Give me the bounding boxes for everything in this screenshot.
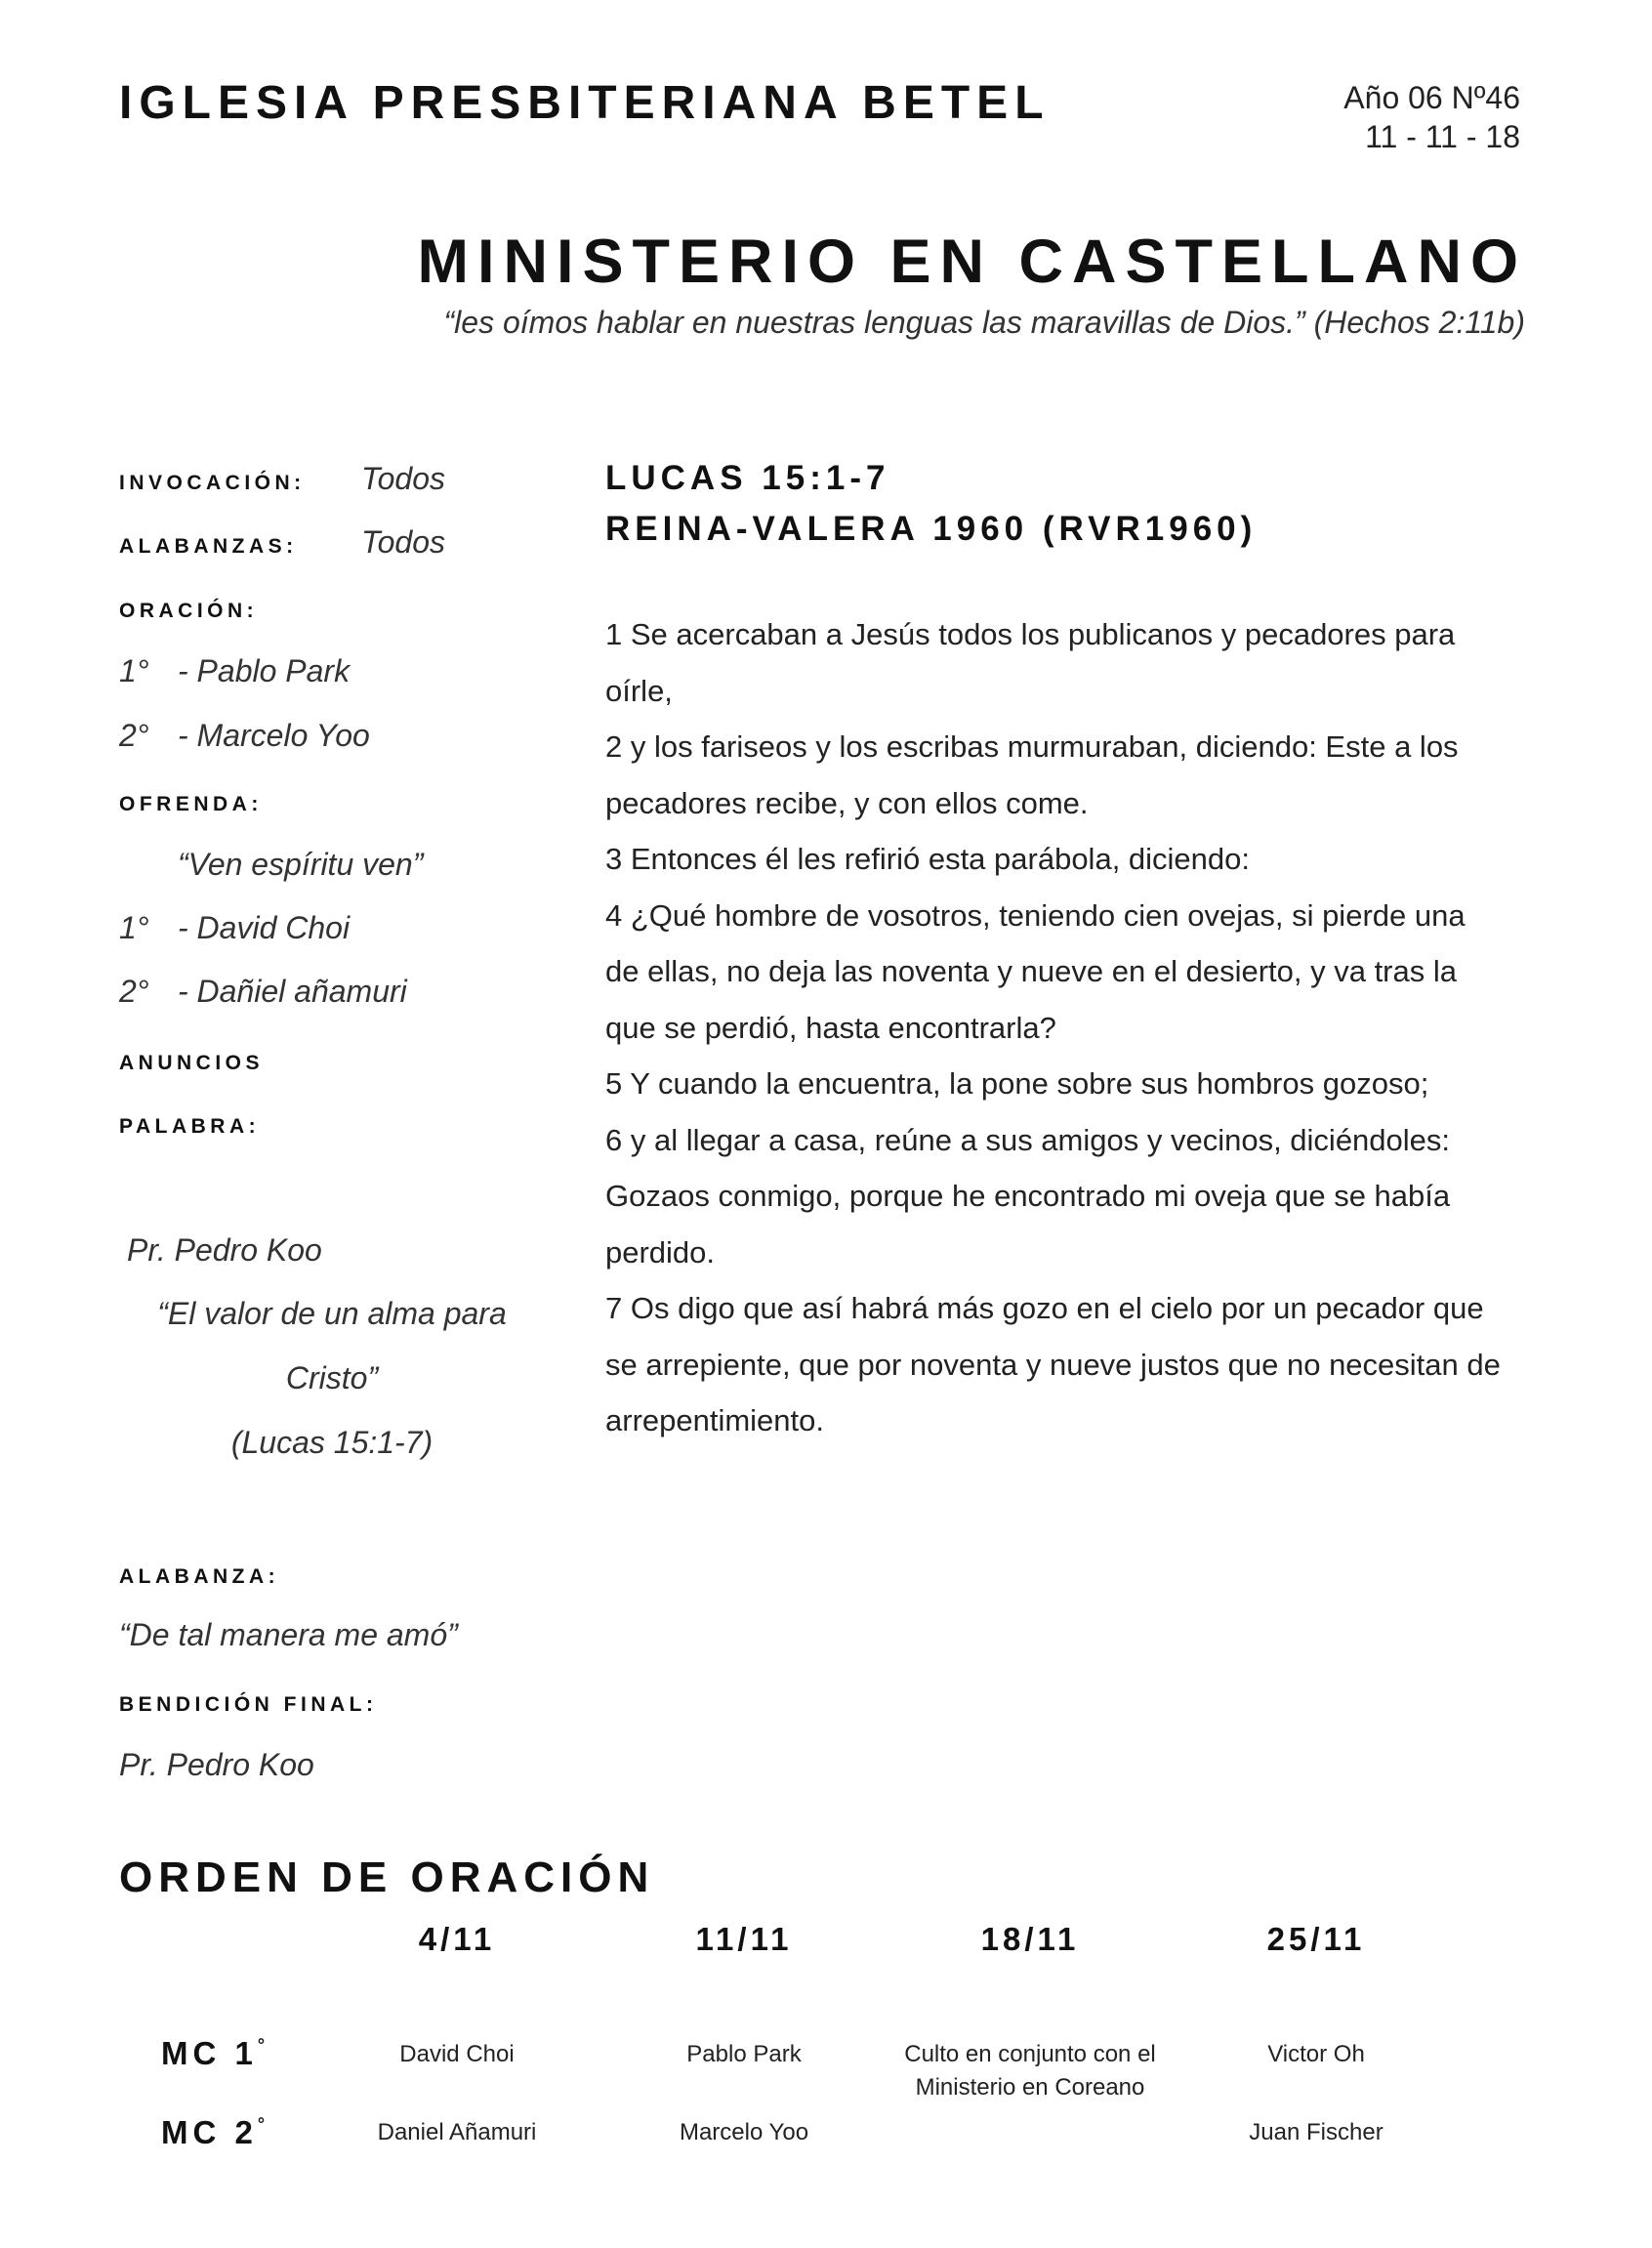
- date-header: 25/11: [1266, 1921, 1366, 1957]
- date-header: 18/11: [980, 1921, 1080, 1957]
- row-label-degree: °: [257, 2035, 270, 2055]
- issue-number: Año 06 Nº46: [1343, 80, 1520, 115]
- church-name: IGLESIA PRESBITERIANA BETEL: [119, 77, 1051, 129]
- reading-verses: [605, 606, 1504, 1449]
- sermon-title-line1: “El valor de un alma para: [157, 1296, 507, 1331]
- sermon-reference: (Lucas 15:1-7): [230, 1425, 434, 1460]
- verse: 2 y los fariseos y los escribas murmuraban, diciendo: Este a los pecadores recibe, y con ellos come.: [605, 729, 1459, 820]
- joint-service-cell: Culto en conjunto con el Ministerio en Coreano: [904, 2041, 1156, 2101]
- verse: 1 Se acercaban a Jesús todos los publicanos y pecadores para oírle,: [605, 617, 1456, 708]
- row-label-text: MC 2: [161, 2114, 258, 2150]
- oracion-item: [119, 718, 370, 754]
- verse: 4 ¿Qué hombre de vosotros, teniendo cien ovejas, si pierde una de ellas, no deja las noventa y nueve en el desierto, y va tras la que se perdió, hasta encontrarla?: [605, 897, 1466, 1045]
- oracion-item-ord: 2°: [119, 718, 149, 753]
- anuncios-label: ANUNCIOS: [119, 1052, 265, 1074]
- row-label-mc1: [161, 2035, 269, 2072]
- verse: 6 y al llegar a casa, reúne a sus amigos y vecinos, diciéndoles: Gozaos conmigo, porque he encontrado mi oveja que se había perdido.: [605, 1122, 1451, 1270]
- ministry-title: MINISTERIO EN CASTELLANO: [417, 228, 1527, 296]
- bendicion-label: BENDICIÓN FINAL:: [119, 1693, 378, 1716]
- ofrenda-item-name: - David Choi: [178, 910, 351, 945]
- row-label-mc2: [161, 2114, 269, 2151]
- palabra-label: PALABRA:: [119, 1115, 261, 1138]
- oracion-item: [119, 653, 350, 689]
- invocacion-value: Todos: [361, 461, 445, 496]
- ofrenda-item: [119, 910, 350, 946]
- row-label-text: MC 1: [161, 2035, 258, 2071]
- issue-info: [1227, 78, 1520, 156]
- motto-quote: “les oímos hablar en nuestras lenguas las maravillas de Dios.” (Hechos 2:11b): [443, 305, 1525, 340]
- table-cell: David Choi: [399, 2041, 515, 2067]
- reading-version: REINA-VALERA 1960 (RVR1960): [605, 510, 1258, 548]
- table-cell: Pablo Park: [686, 2041, 802, 2067]
- sermon-title-line2: Cristo”: [285, 1360, 379, 1395]
- oracion-item-name: - Marcelo Yoo: [178, 718, 370, 753]
- table-cell: Victor Oh: [1267, 2041, 1365, 2067]
- invocacion-label: INVOCACIÓN:: [119, 472, 306, 494]
- table-cell: Marcelo Yoo: [679, 2119, 809, 2145]
- ofrenda-item-ord: 2°: [119, 974, 149, 1009]
- table-cell: Daniel Añamuri: [377, 2119, 537, 2145]
- verse: 7 Os digo que así habrá más gozo en el cielo por un pecador que se arrepiente, que por noventa y nueve justos que no necesitan de arrepentimiento.: [605, 1291, 1501, 1437]
- row-label-degree: °: [257, 2114, 270, 2134]
- date-header: 11/11: [695, 1921, 793, 1957]
- ofrenda-item-ord: 1°: [119, 910, 149, 945]
- alabanza-value: “De tal manera me amó”: [119, 1617, 458, 1652]
- alabanza-label: ALABANZA:: [119, 1565, 280, 1588]
- preacher-name: Pr. Pedro Koo: [127, 1232, 322, 1268]
- ofrenda-item: [119, 974, 407, 1010]
- verse: 5 Y cuando la encuentra, la pone sobre sus hombros gozoso;: [605, 1066, 1429, 1101]
- oracion-label: ORACIÓN:: [119, 600, 259, 622]
- alabanzas-value: Todos: [361, 524, 445, 560]
- bendicion-value: Pr. Pedro Koo: [119, 1747, 314, 1782]
- date-header: 4/11: [418, 1921, 496, 1957]
- table-cell: Juan Fischer: [1249, 2119, 1384, 2145]
- ofrenda-item-name: - Dañiel añamuri: [178, 974, 407, 1009]
- reading-title: LUCAS 15:1-7: [605, 459, 890, 497]
- ofrenda-label: OFRENDA:: [119, 793, 263, 815]
- oracion-item-ord: 1°: [119, 653, 149, 688]
- alabanzas-label: ALABANZAS:: [119, 535, 298, 558]
- verse: 3 Entonces él les refirió esta parábola, diciendo:: [605, 842, 1251, 876]
- oracion-item-name: - Pablo Park: [178, 653, 351, 688]
- ofrenda-song: “Ven espíritu ven”: [178, 847, 424, 882]
- prayer-order-title: ORDEN DE ORACIÓN: [119, 1853, 655, 1901]
- issue-date: 11 - 11 - 18: [1365, 119, 1520, 154]
